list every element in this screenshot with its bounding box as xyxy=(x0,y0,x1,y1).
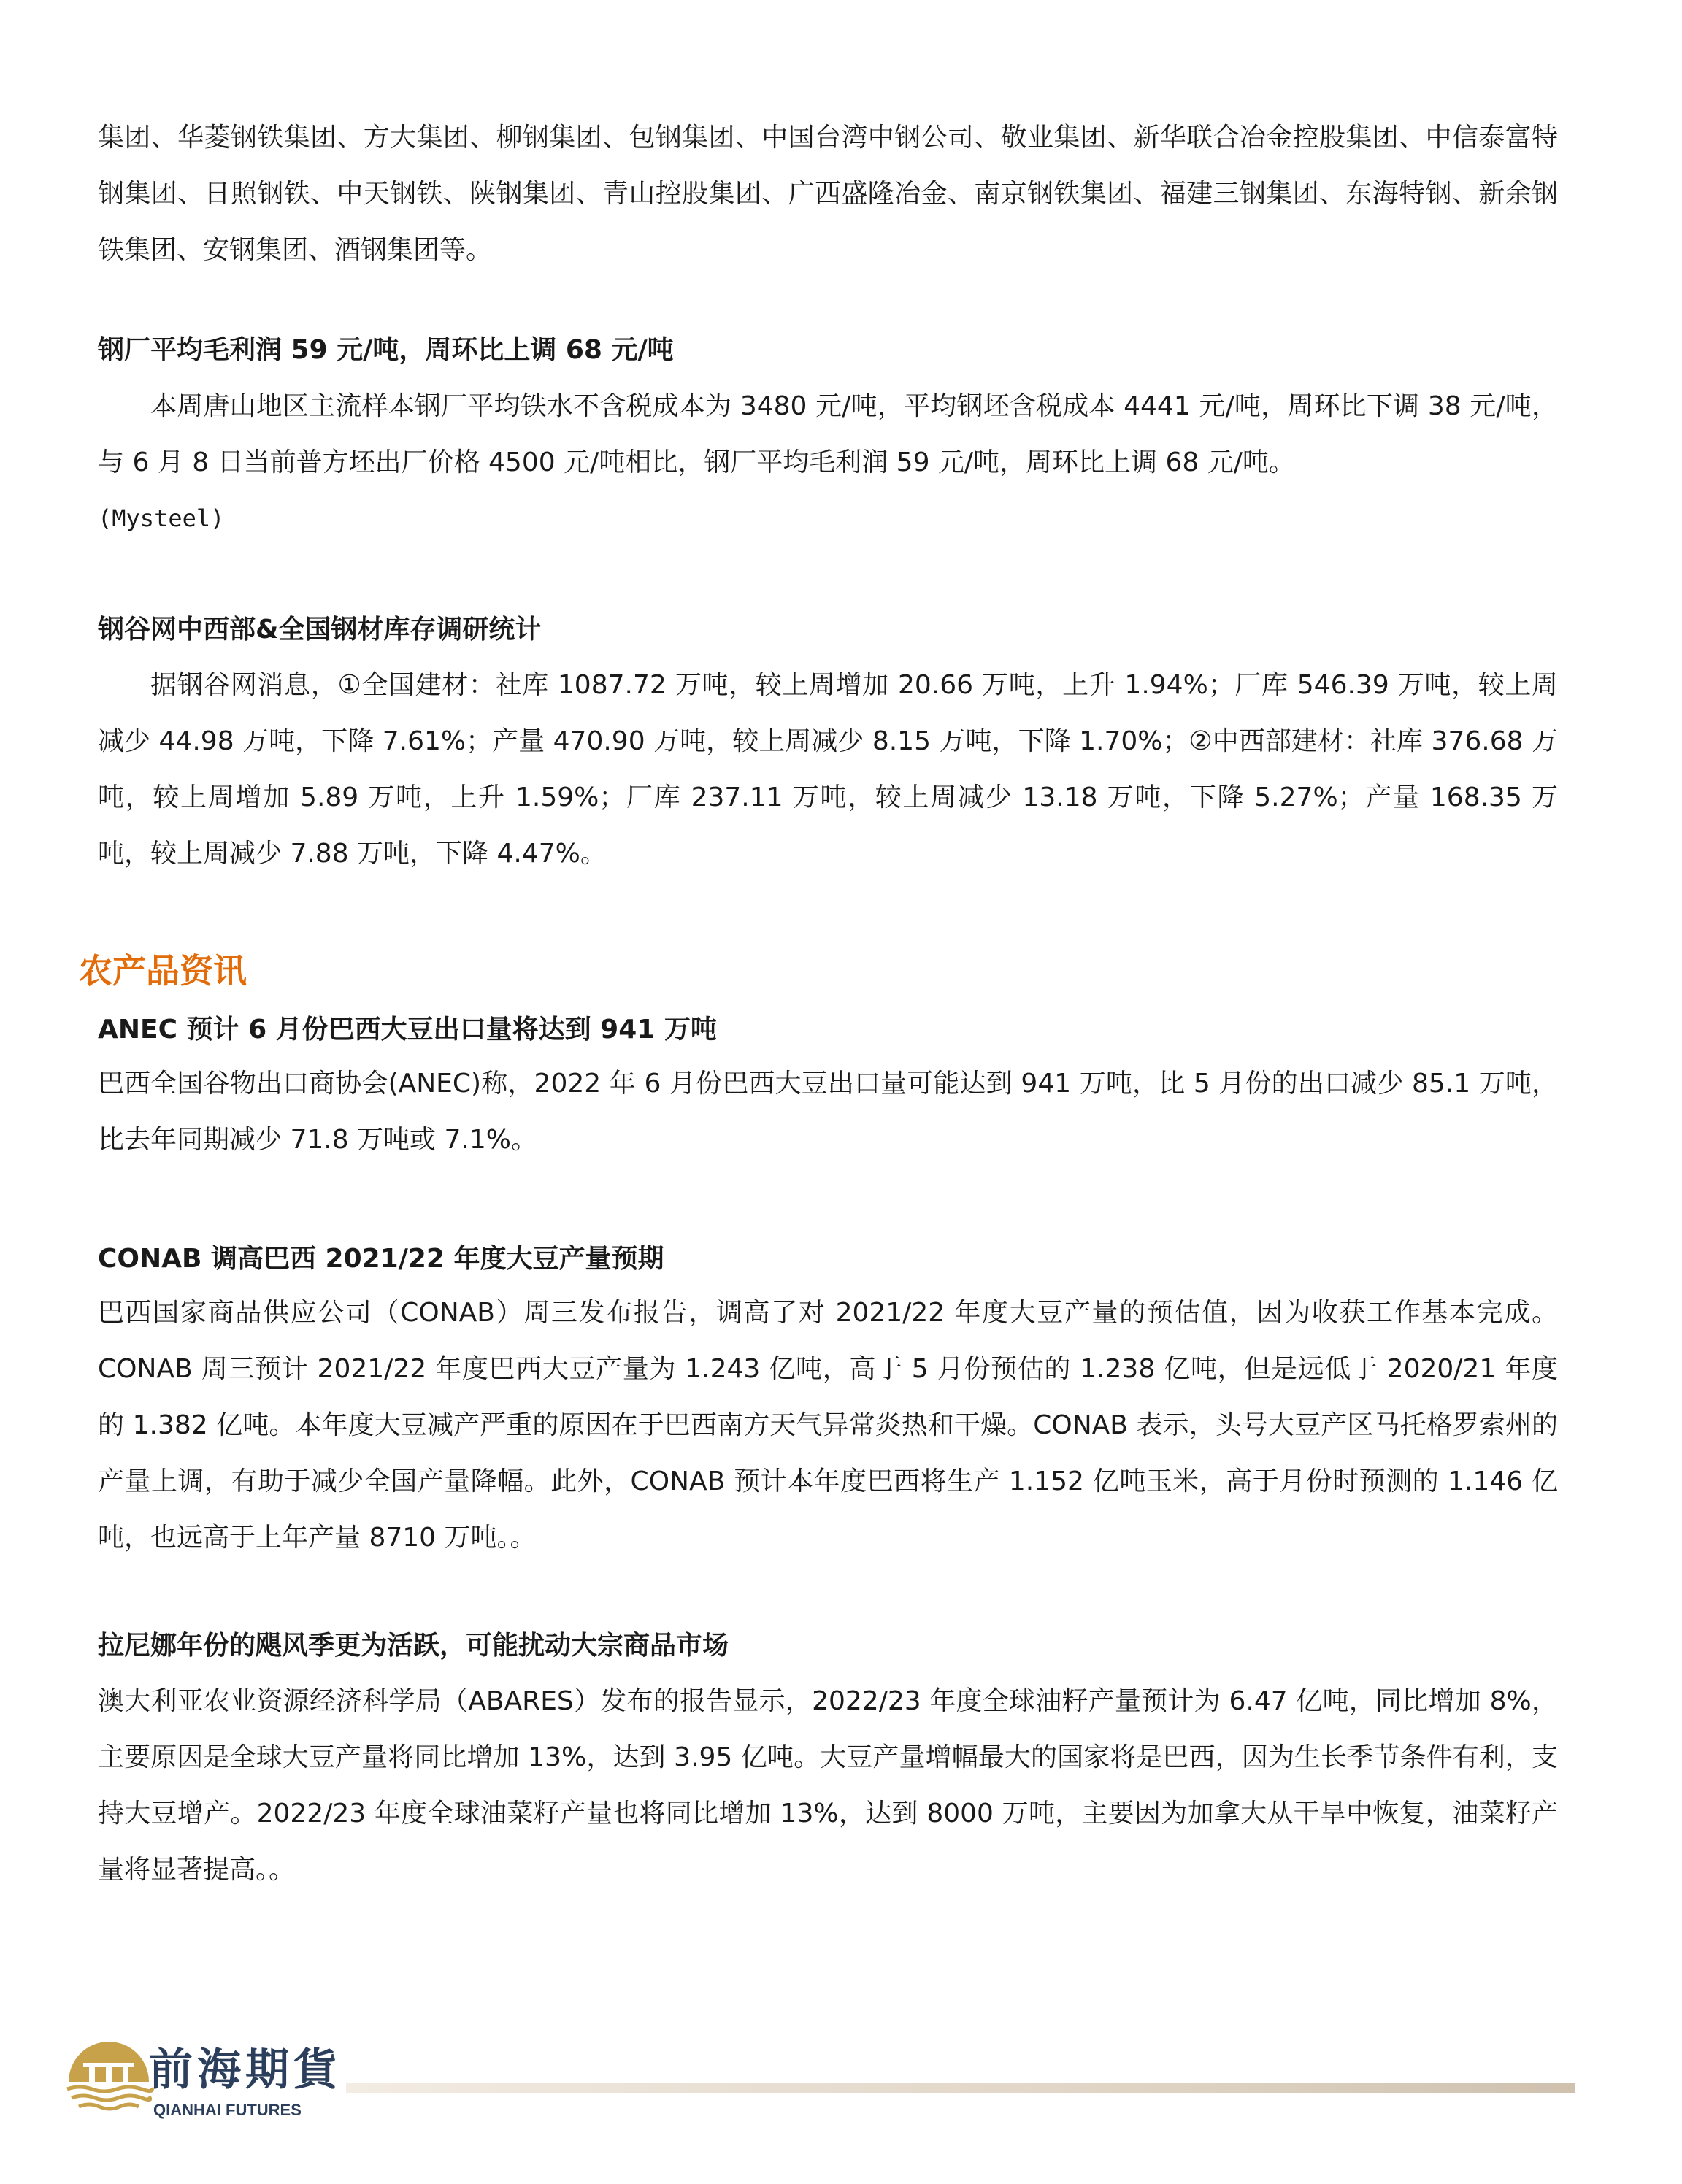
anec-paragraph: 巴西全国谷物出口商协会(ANEC)称，2022 年 6 月份巴西大豆出口量可能达到 941 万吨，比 5 月份的出口减少 85.1 万吨，比去年同期减少 71.8 万吨或 7.1%。 xyxy=(98,1069,1558,1155)
profit-source: (Mysteel) xyxy=(98,504,225,532)
anec-heading: ANEC 预计 6 月份巴西大豆出口量将达到 941 万吨 xyxy=(98,1015,717,1045)
profit-heading: 钢厂平均毛利润 59 元/吨，周环比上调 68 元/吨 xyxy=(98,335,674,365)
qianhai-logo-icon xyxy=(61,2037,156,2117)
inventory-heading: 钢谷网中西部&全国钢材库存调研统计 xyxy=(98,615,542,645)
conab-heading: CONAB 调高巴西 2021/22 年度大豆产量预期 xyxy=(98,1244,664,1274)
agri-section-title: 农产品资讯 xyxy=(79,951,247,991)
brand-name-english: QIANHAI FUTURES xyxy=(153,2101,302,2119)
conab-paragraph: 巴西国家商品供应公司（CONAB）周三发布报告，调高了对 2021/22 年度大豆产量的预估值，因为收获工作基本完成。CONAB 周三预计 2021/22 年度巴西大豆产量为 1.243 亿吨，高于 5 月份预估的 1.238 亿吨，但是远低于 2020/21 年度的 1.382 亿吨。本年度大豆减产严重的原因在于巴西南方天气异常炎热和干燥。CONAB 表示，头号大豆产区马托格罗索州的产量上调，有助于减少全国产量降幅。此外，CONAB 预计本年度巴西将生产 1.152 亿吨玉米，高于月份时预测的 1.146 亿吨，也远高于上年产量 8710 万吨。。 xyxy=(98,1298,1558,1553)
footer-divider xyxy=(346,2083,1575,2093)
steel-mills-paragraph: 集团、华菱钢铁集团、方大集团、柳钢集团、包钢集团、中国台湾中钢公司、敬业集团、新华联合冶金控股集团、中信泰富特钢集团、日照钢铁、中天钢铁、陕钢集团、青山控股集团、广西盛隆冶金、南京钢铁集团、福建三钢集团、东海特钢、新余钢铁集团、安钢集团、酒钢集团等。 xyxy=(98,123,1558,265)
lanina-paragraph: 澳大利亚农业资源经济科学局（ABARES）发布的报告显示，2022/23 年度全球油籽产量预计为 6.47 亿吨，同比增加 8%，主要原因是全球大豆产量将同比增加 13%，达到 3.95 亿吨。大豆产量增幅最大的国家将是巴西，因为生长季节条件有利，支持大豆增产。2022/23 年度全球油菜籽产量也将同比增加 13%，达到 8000 万吨，主要因为加拿大从干旱中恢复，油菜籽产量将显著提高。。 xyxy=(98,1686,1558,1885)
profit-paragraph: 本周唐山地区主流样本钢厂平均铁水不含税成本为 3480 元/吨，平均钢坯含税成本 4441 元/吨，周环比下调 38 元/吨，与 6 月 8 日当前普方坯出厂价格 4500 元/吨相比，钢厂平均毛利润 59 元/吨，周环比上调 68 元/吨。 xyxy=(98,391,1558,477)
lanina-heading: 拉尼娜年份的飓风季更为活跃，可能扰动大宗商品市场 xyxy=(98,1631,729,1661)
brand-name-chinese: 前海期貨 xyxy=(149,2045,342,2096)
inventory-paragraph: 据钢谷网消息，①全国建材：社库 1087.72 万吨，较上周增加 20.66 万吨，上升 1.94%；厂库 546.39 万吨，较上周减少 44.98 万吨，下降 7.61%；产量 470.90 万吨，较上周减少 8.15 万吨，下降 1.70%；②中西部建材：社库 376.68 万吨，较上周增加 5.89 万吨，上升 1.59%；厂库 237.11 万吨，较上周减少 13.18 万吨，下降 5.27%；产量 168.35 万吨，较上周减少 7.88 万吨，下降 4.47%。 xyxy=(98,670,1558,869)
